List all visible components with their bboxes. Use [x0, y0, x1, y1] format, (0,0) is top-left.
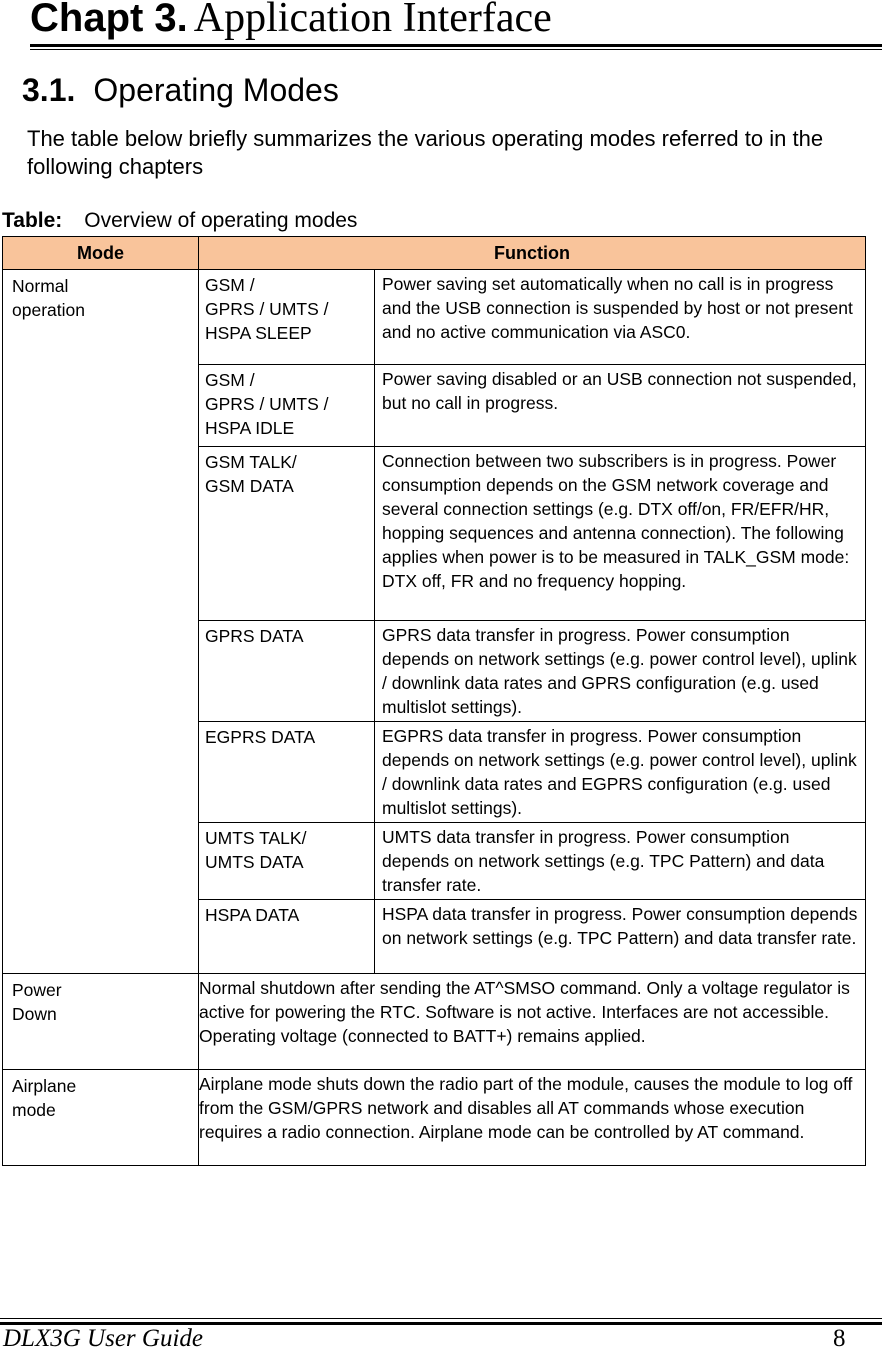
function-cell: Normal shutdown after sending the AT^SMSO command. Only a voltage regulator is active for powering the RTC. Software is not active. Interfaces are not accessible. Operating voltage (connected to BATT+) remains applied.: [199, 974, 866, 1070]
table-row: [3, 974, 866, 1070]
table-caption: [2, 209, 357, 233]
intro-paragraph: The table below briefly summarizes the various operating modes referred to in the following chapters: [27, 126, 824, 179]
submode-cell: GPRS DATA: [199, 621, 375, 722]
table-row: [3, 1070, 866, 1166]
section-number: 3.1.: [22, 72, 76, 108]
table-row: [3, 270, 866, 365]
function-cell: Connection between two subscribers is in progress. Power consumption depends on the GSM network coverage and several connection settings (e.g. DTX off/on, FR/EFR/HR, hopping sequences and antenna connection). The following applies when power is to be measured in TALK_GSM mode: DTX off, FR and no frequency hopping.: [375, 447, 866, 621]
footer-rule-thin: [0, 1318, 882, 1319]
table-caption-label: Table:: [2, 209, 63, 232]
chapter-rule-thin: [30, 49, 882, 50]
submode-cell: GSM / GPRS / UMTS / HSPA SLEEP: [199, 270, 375, 365]
submode-cell: HSPA DATA: [199, 900, 375, 974]
function-cell: EGPRS data transfer in progress. Power consumption depends on network settings (e.g. power control level), uplink / downlink data rates and EGPRS configuration (e.g. used multislot settings).: [375, 722, 866, 823]
function-cell: Power saving set automatically when no call is in progress and the USB connection is suspended by host or not present and no active communication via ASC0.: [375, 270, 866, 365]
operating-modes-table: [2, 236, 866, 1166]
header-function: Function: [199, 237, 866, 270]
submode-cell: UMTS TALK/ UMTS DATA: [199, 823, 375, 900]
page-number: 8: [833, 1325, 846, 1352]
submode-cell: EGPRS DATA: [199, 722, 375, 823]
mode-power-down: Power Down: [3, 974, 199, 1070]
submode-cell: GSM / GPRS / UMTS / HSPA IDLE: [199, 365, 375, 447]
footer-title: DLX3G User Guide: [3, 1325, 203, 1352]
chapter-title: Application Interface: [193, 0, 552, 41]
table-header-row: [3, 237, 866, 270]
function-cell: Airplane mode shuts down the radio part of the module, causes the module to log off from the GSM/GPRS network and disables all AT commands whose execution requires a radio connection. Airplane mode can be controlled by AT command.: [199, 1070, 866, 1166]
chapter-number: Chapt 3.: [30, 0, 188, 40]
chapter-heading: [30, 0, 880, 46]
function-cell: UMTS data transfer in progress. Power consumption depends on network settings (e.g. TPC Pattern) and data transfer rate.: [375, 823, 866, 900]
function-cell: GPRS data transfer in progress. Power consumption depends on network settings (e.g. power control level), uplink / downlink data rates and GPRS configuration (e.g. used multislot settings).: [375, 621, 866, 722]
table-caption-text: Overview of operating modes: [84, 209, 358, 232]
function-cell: Power saving disabled or an USB connection not suspended, but no call in progress.: [375, 365, 866, 447]
function-cell: HSPA data transfer in progress. Power consumption depends on network settings (e.g. TPC Pattern) and data transfer rate.: [375, 900, 866, 974]
header-mode: Mode: [3, 237, 199, 270]
section-heading: [22, 72, 339, 109]
chapter-rule-thick: [30, 44, 882, 47]
mode-airplane: Airplane mode: [3, 1070, 199, 1166]
submode-cell: GSM TALK/ GSM DATA: [199, 447, 375, 621]
section-title: Operating Modes: [93, 72, 339, 108]
mode-normal-operation: Normal operation: [3, 270, 199, 974]
